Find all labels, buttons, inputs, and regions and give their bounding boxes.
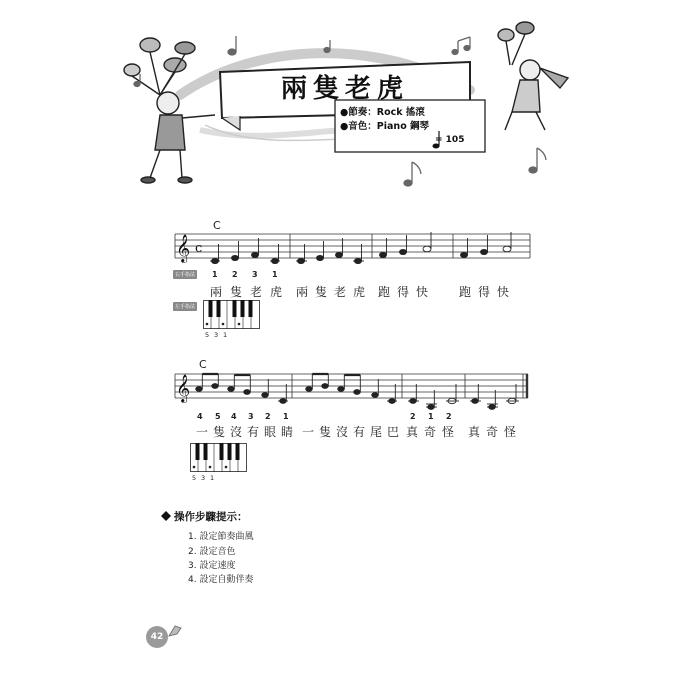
time-signature: c xyxy=(195,241,203,256)
lyric-char: 眼 xyxy=(264,425,277,439)
step-item: 4. 設定自動伴奏 xyxy=(188,575,254,585)
keyboard-finger: 1 xyxy=(223,331,228,339)
lyric-char: 沒 xyxy=(336,425,349,439)
lyric-char: 沒 xyxy=(230,425,243,439)
lyric-char: 老 xyxy=(334,285,347,299)
step-item: 2. 設定音色 xyxy=(188,547,236,557)
lyric-char: 真 xyxy=(406,425,419,439)
lyric-char: 隻 xyxy=(213,425,226,439)
page-number: 42 xyxy=(146,626,168,648)
right-hand-fingering-tag: 右手指法 xyxy=(175,272,196,278)
lyric-char: 睛 xyxy=(281,425,294,439)
lyric-char: 跑 xyxy=(459,285,472,299)
finger-number: 2 xyxy=(265,412,271,421)
rhythm-label: ●節奏： xyxy=(340,107,377,118)
lyric-char: 隻 xyxy=(315,285,328,299)
lyric-char: 有 xyxy=(247,425,260,439)
lyric-char: 隻 xyxy=(230,285,243,299)
chord-symbol-line1: C xyxy=(213,219,221,232)
lyric-char: 怪 xyxy=(442,425,455,439)
diamond-bullet-icon xyxy=(161,511,171,521)
music-staff-line2 xyxy=(170,366,570,426)
finger-number: 5 xyxy=(215,412,221,421)
finger-number: 2 xyxy=(446,412,452,421)
finger-number: 2 xyxy=(232,270,238,279)
notes-line1 xyxy=(210,232,511,264)
lyric-char: 得 xyxy=(397,285,410,299)
child-with-balloons-left xyxy=(124,38,215,183)
chord-symbol-line2: C xyxy=(199,358,207,371)
lyric-char: 得 xyxy=(478,285,491,299)
keyboard-diagram-line1 xyxy=(203,300,263,330)
lyric-char: 真 xyxy=(468,425,481,439)
lyric-char: 快 xyxy=(416,285,429,299)
keyboard-finger: 1 xyxy=(210,474,215,482)
lyric-char: 兩 xyxy=(210,285,223,299)
lyric-char: 隻 xyxy=(319,425,332,439)
keyboard-finger: 5 xyxy=(192,474,197,482)
keyboard-finger: 3 xyxy=(214,331,219,339)
child-with-balloons-right xyxy=(498,22,568,130)
left-hand-fingering-tag: 左手指法 xyxy=(175,304,196,310)
lyric-char: 有 xyxy=(353,425,366,439)
lyric-char: 巴 xyxy=(387,425,400,439)
step-item: 3. 設定速度 xyxy=(188,561,236,571)
page-corner-decoration-icon xyxy=(167,622,183,638)
lyric-char: 老 xyxy=(250,285,263,299)
finger-number: 3 xyxy=(248,412,254,421)
lyric-char: 兩 xyxy=(296,285,309,299)
lyric-char: 一 xyxy=(302,425,315,439)
steps-title: 操作步驟提示： xyxy=(174,511,248,523)
finger-number: 4 xyxy=(197,412,203,421)
lyric-char: 跑 xyxy=(378,285,391,299)
tone-value: Piano 鋼琴 xyxy=(376,121,430,132)
finger-number: 1 xyxy=(428,412,434,421)
finger-number: 4 xyxy=(231,412,237,421)
lyric-char: 怪 xyxy=(504,425,517,439)
tone-label: ●音色： xyxy=(340,121,377,132)
song-info xyxy=(340,106,429,134)
keyboard-finger: 5 xyxy=(205,331,210,339)
treble-clef: 𝄞 xyxy=(176,234,191,262)
finger-number: 1 xyxy=(212,270,218,279)
lyric-char: 奇 xyxy=(486,425,499,439)
tempo-marking: = 105 xyxy=(435,135,465,145)
lyric-char: 快 xyxy=(497,285,510,299)
lyric-char: 尾 xyxy=(370,425,383,439)
lyric-char: 一 xyxy=(196,425,209,439)
rhythm-value: Rock 搖滾 xyxy=(376,107,425,118)
finger-number: 3 xyxy=(252,270,258,279)
song-title: 兩隻老虎 xyxy=(280,74,409,104)
lyric-char: 奇 xyxy=(424,425,437,439)
keyboard-finger: 3 xyxy=(201,474,206,482)
finger-number: 1 xyxy=(283,412,289,421)
finger-number: 1 xyxy=(272,270,278,279)
finger-number: 2 xyxy=(410,412,416,421)
lyric-char: 虎 xyxy=(270,285,283,299)
music-staff-line1 xyxy=(170,226,570,286)
treble-clef: 𝄞 xyxy=(176,374,191,402)
lyric-char: 虎 xyxy=(353,285,366,299)
step-item: 1. 設定節奏曲風 xyxy=(188,532,254,542)
keyboard-diagram-line2 xyxy=(190,443,250,473)
